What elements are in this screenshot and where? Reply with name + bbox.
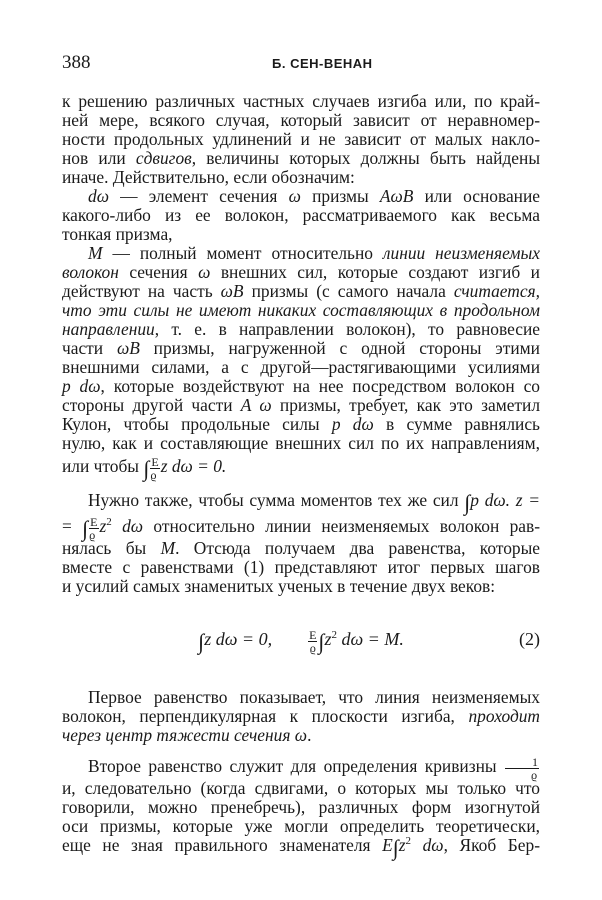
fraction-one-over-rho: $\frac{1}{ϱ}$ — [505, 756, 539, 781]
text-line: ности продольных удлинений и не зависит от малых накло- — [62, 129, 540, 149]
text-line: p dω, которые воздействуют на нее посредством волокон со — [62, 376, 540, 396]
text-line-with-integral: Нужно также, чтобы сумма моментов тех же сил ∫p dω. z = — [88, 490, 540, 515]
equation-content: ∫z dω = 0, $\frac{E}{ϱ}$ $\int z^2$ dω = M. — [198, 628, 404, 655]
text-line: вместе с равенствами (1) представляют итог первых шагов — [62, 557, 540, 577]
text-line: Кулон, чтобы продольные силы p dω в сумме равнялись — [62, 414, 540, 434]
text-line: действуют на часть ωB призмы (с самого начала считается, — [62, 281, 540, 301]
text-line: через центр тяжести сечения ω. — [62, 725, 312, 745]
text-line: говорили, можно пренебречь), различных форм изогнутой — [62, 797, 540, 817]
text-line: dω — элемент сечения ω призмы AωB или основание — [88, 186, 540, 206]
text-line: стороны другой части A ω призмы, требует, как это заметил — [62, 395, 540, 415]
text-line-with-integral: или чтобы ∫ $\frac{E}{ϱ}$ z dω = 0. — [62, 455, 227, 482]
text-line-with-integral: = ∫ $\frac{E}{ϱ}$ $z^2$ dω относительно линии неизменяемых волокон рав- — [62, 515, 541, 542]
text-line: направлении, т. е. в направлении волокон), то равновесие — [62, 319, 540, 339]
paragraph-4 — [62, 487, 540, 596]
text-line: волокон, перпендикулярная к плоскости изгиба, проходит — [62, 706, 540, 726]
text-line: нов или сдвигов, величины которых должны быть найдены — [62, 148, 541, 168]
paragraph-1 — [62, 92, 540, 187]
text-line: иначе. Действительно, если обозначим: — [62, 167, 355, 187]
page-body — [62, 91, 541, 860]
display-equation-2 — [62, 624, 540, 654]
text-line: Первое равенство показывает, что линия неизменяемых — [88, 687, 540, 707]
text-line-with-integral: еще не зная правильного знаменателя $E\int z^2$ dω, Якоб Бер- — [62, 835, 540, 860]
paragraph-5 — [62, 688, 540, 745]
text-line: нялась бы M. Отсюда получаем два равенства, которые — [62, 538, 540, 558]
text-line: оси призмы, которые уже могли определить теоретически, — [62, 816, 540, 836]
text-line: какого-либо из ее волокон, рассматриваемого как весьма — [62, 205, 540, 225]
paragraph-6 — [62, 753, 540, 860]
text-line: части ωB призмы, нагруженной с одной стороны этими — [62, 338, 540, 358]
italic-term: линии неизменяемых — [382, 243, 540, 263]
fraction-E-over-rho: $\frac{E}{ϱ}$ — [150, 455, 159, 482]
text-line: внешними силами, а с другой—растягивающими усилиями — [62, 357, 540, 377]
page-number: 388 — [62, 52, 91, 73]
text-line: и, следовательно (когда сдвигами, о которых мы только что — [62, 778, 540, 798]
page-header — [62, 52, 540, 76]
text-line: тонкая призма, — [62, 224, 173, 244]
text-line: ней мере, всякого случая, который зависит от неравномер- — [62, 110, 540, 130]
text-line: и усилий самых знаменитых ученых в течение двух веков: — [62, 576, 496, 596]
running-head: Б. СЕН-ВЕНАН — [272, 56, 373, 71]
text-line-with-fraction: Второе равенство служит для определения кривизны $\frac{1}{ϱ}$ — [88, 755, 538, 782]
fraction-E-over-rho: $\frac{E}{ϱ}$ — [89, 515, 98, 542]
text-line: нулю, как и составляющие внешних сил по их направлениям, — [62, 433, 540, 453]
text-line: волокон сечения ω внешних сил, которые создают изгиб и — [62, 262, 540, 282]
text-line: к решению различных частных случаев изгиба или, по край- — [62, 91, 540, 111]
italic-term: сдвигов — [135, 148, 192, 168]
text-line: M — полный момент относительно линии неизменяемых — [88, 243, 540, 263]
paragraph-3 — [62, 243, 540, 482]
text-line: что эти силы не имеют никаких составляющих в продольном — [62, 300, 540, 320]
paragraph-2 — [62, 187, 540, 244]
integral-sign: ∫ — [143, 456, 150, 481]
fraction-E-over-rho: $\frac{E}{ϱ}$ — [309, 628, 317, 655]
equation-number: (2) — [519, 629, 540, 649]
